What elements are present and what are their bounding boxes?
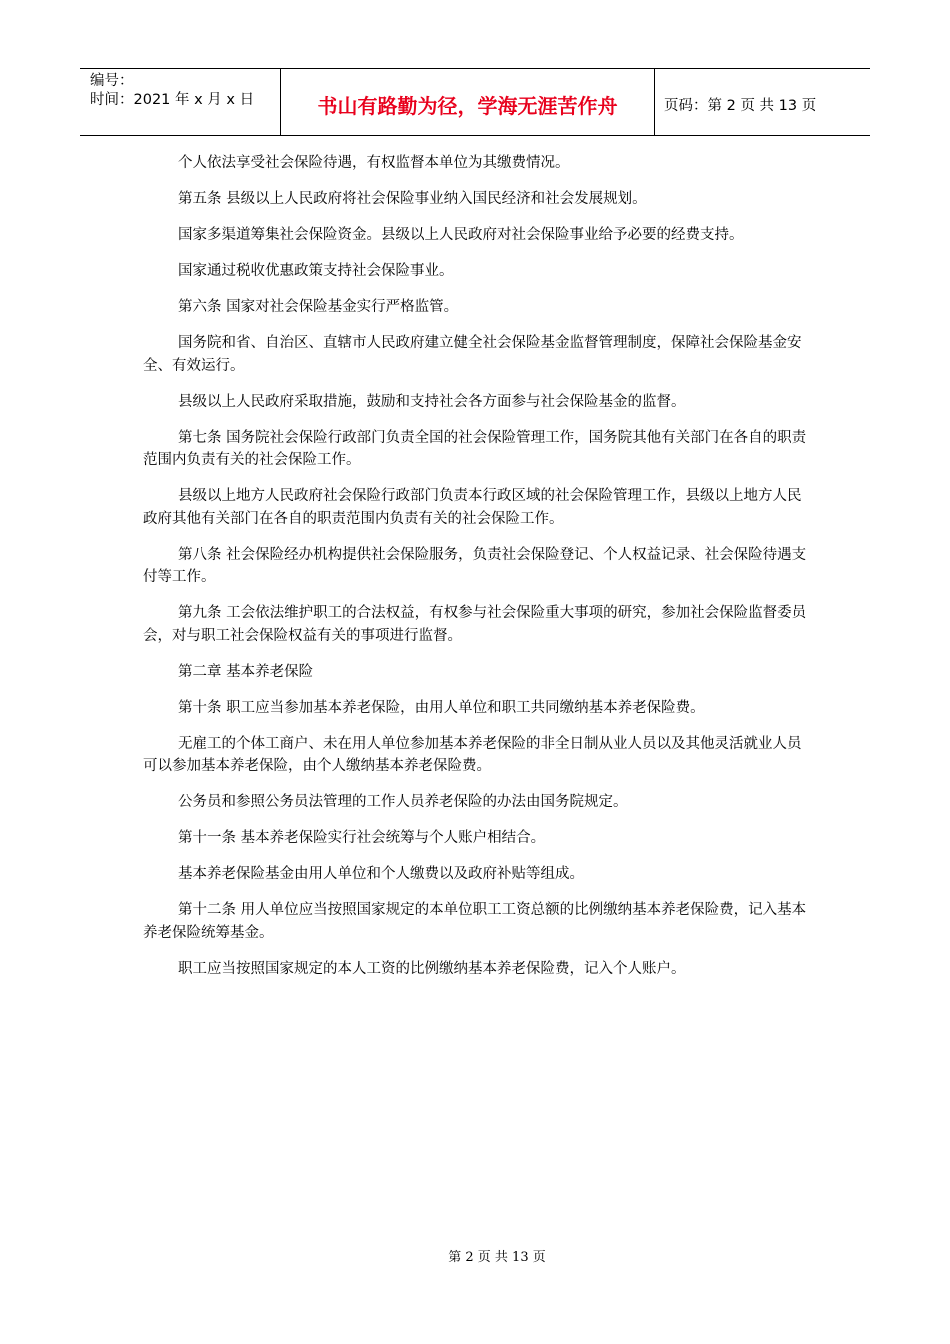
page-header: [80, 68, 870, 136]
number-label: 编号：: [90, 73, 134, 89]
paragraph: 国家通过税收优惠政策支持社会保险事业。: [178, 263, 454, 279]
paragraph: 基本养老保险基金由用人单位和个人缴费以及政府补贴等组成。: [178, 866, 584, 882]
paragraph: 第十二条 用人单位应当按照国家规定的本单位职工工资总额的比例缴纳基本养老保险费，记入基本养老保险统筹基金。: [143, 902, 807, 941]
paragraph: 公务员和参照公务员法管理的工作人员养老保险的办法由国务院规定。: [178, 794, 628, 810]
document-body: [143, 152, 807, 994]
paragraph: 县级以上人民政府采取措施，鼓励和支持社会各方面参与社会保险基金的监督。: [178, 393, 686, 410]
page-footer: 第 2 页 共 13 页: [448, 1250, 546, 1265]
paragraph: 第五条 县级以上人民政府将社会保险事业纳入国民经济和社会发展规划。: [178, 191, 647, 207]
paragraph: 第十条 职工应当参加基本养老保险，由用人单位和职工共同缴纳基本养老保险费。: [178, 699, 705, 716]
header-motto: 书山有路勤为径，学海无涯苦作舟: [281, 69, 655, 135]
paragraph: 第八条 社会保险经办机构提供社会保险服务，负责社会保险登记、个人权益记录、社会保险待遇支付等工作。: [143, 546, 807, 585]
paragraph: 第九条 工会依法维护职工的合法权益，有权参与社会保险重大事项的研究，参加社会保险监督委员会，对与职工社会保险权益有关的事项进行监督。: [143, 605, 807, 644]
chapter-heading: 第二章 基本养老保险: [178, 663, 314, 680]
paragraph: 职工应当按照国家规定的本人工资的比例缴纳基本养老保险费，记入个人账户。: [178, 960, 686, 977]
paragraph: 国家多渠道筹集社会保险资金。县级以上人民政府对社会保险事业给予必要的经费支持。: [178, 227, 744, 243]
paragraph: 个人依法享受社会保险待遇，有权监督本单位为其缴费情况。: [178, 155, 570, 171]
paragraph: 无雇工的个体工商户、未在用人单位参加基本养老保险的非全日制从业人员以及其他灵活就业人员可以参加基本养老保险，由个人缴纳基本养老保险费。: [143, 735, 802, 774]
paragraph: 县级以上地方人民政府社会保险行政部门负责本行政区域的社会保险管理工作，县级以上地方人民政府其他有关部门在各自的职责范围内负责有关的社会保险工作。: [143, 488, 802, 527]
paragraph: 第六条 国家对社会保险基金实行严格监管。: [178, 299, 459, 315]
paragraph: 第十一条 基本养老保险实行社会统筹与个人账户相结合。: [178, 830, 546, 846]
header-page-info: 页码：第 2 页 共 13 页: [664, 97, 817, 114]
time-label: 时间：2021 年 x 月 x 日: [90, 92, 255, 108]
header-meta: [80, 69, 281, 135]
paragraph: 第七条 国务院社会保险行政部门负责全国的社会保险管理工作，国务院其他有关部门在各自的职责范围内负责有关的社会保险工作。: [143, 429, 807, 468]
paragraph: 国务院和省、自治区、直辖市人民政府建立健全社会保险基金监督管理制度，保障社会保险基金安全、有效运行。: [143, 335, 802, 374]
